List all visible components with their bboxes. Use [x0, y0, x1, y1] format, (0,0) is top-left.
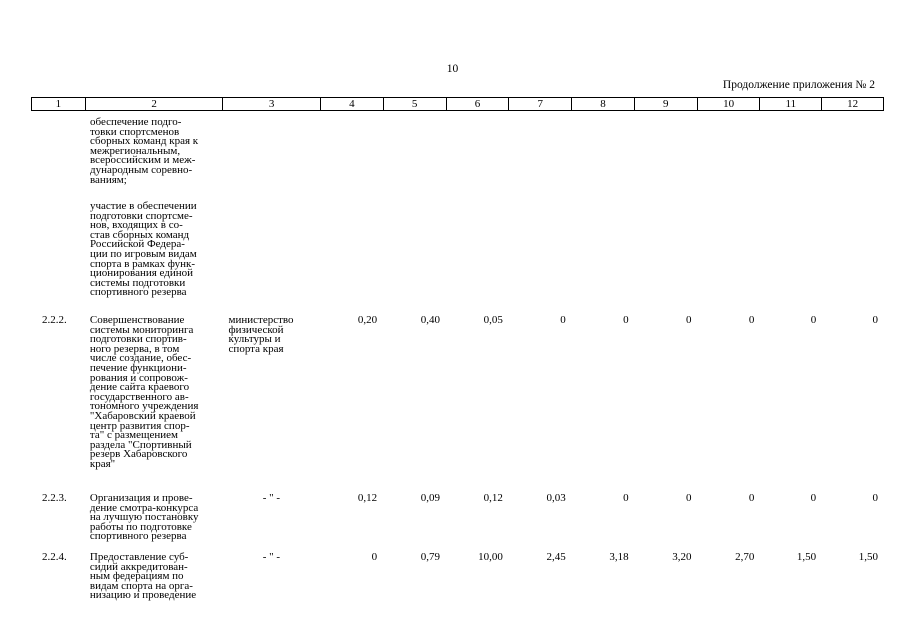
row-value-col-9: 0: [685, 492, 692, 504]
row-value-col-7: 0: [560, 314, 566, 326]
row-value-col-10: 0: [748, 314, 755, 326]
header-col-3: 3: [223, 98, 321, 110]
row-executor: министерство физической культуры и спорта края: [228, 314, 294, 355]
row-number: 2.2.2.: [42, 314, 67, 326]
header-col-12: 12: [822, 98, 884, 110]
row-description: участие в обеспечении подготовки спортсме- нов, входящих в со- став сборных команд Российской Федера- ции по игровым видам спорта в рамках функ- ционирования единой системы подготовки спортивного резерва: [90, 200, 197, 299]
row-value-col-11: 0: [810, 492, 817, 504]
row-value-col-5: 0,79: [420, 551, 441, 563]
row-executor: - " -: [262, 551, 281, 563]
row-value-col-10: 0: [748, 492, 755, 504]
row-value-col-8: 0: [623, 314, 629, 326]
row-value-col-9: 0: [685, 314, 692, 326]
row-description: Предоставление суб- сидий аккредитован- ным федерациям по видам спорта на орга- низацию и проведение: [89, 551, 197, 602]
row-value-col-4: 0,20: [357, 314, 378, 326]
header-col-5: 5: [384, 98, 447, 110]
row-value-col-8: 3,18: [609, 551, 629, 563]
page-number: 10: [446, 63, 459, 75]
header-col-8: 8: [572, 98, 635, 110]
row-value-col-7: 0,03: [546, 492, 566, 504]
row-executor: - " -: [262, 492, 281, 504]
table-header-row: [31, 97, 884, 111]
row-description: обеспечение подго- товки спортсменов сборных команд края к межрегиональным, всероссийским и меж- дународным соревно- ваниям;: [90, 116, 199, 186]
row-number: [31, 202, 85, 298]
header-col-2: 2: [86, 98, 224, 110]
row-value-col-12: 1,50: [858, 551, 879, 563]
row-number: 2.2.3.: [42, 492, 67, 504]
row-value-col-5: 0,40: [420, 314, 441, 326]
header-col-1: 1: [32, 98, 86, 110]
row-value-col-11: 0: [810, 314, 817, 326]
appendix-label: Продолжение приложения № 2: [722, 79, 875, 91]
row-value-col-6: 0,05: [483, 314, 503, 326]
row-value-col-6: 0,12: [483, 492, 503, 504]
row-executor: [223, 118, 321, 185]
row-value-col-11: 1,50: [796, 551, 817, 563]
header-col-4: 4: [321, 98, 384, 110]
table-row: [31, 494, 884, 542]
row-value-col-12: 0: [872, 492, 879, 504]
header-col-11: 11: [760, 98, 822, 110]
row-value-col-8: 0: [623, 492, 629, 504]
row-number: [31, 118, 85, 185]
row-value-col-12: 0: [872, 314, 879, 326]
table-row: [31, 553, 884, 601]
header-col-7: 7: [509, 98, 572, 110]
row-value-col-7: 2,45: [546, 551, 566, 563]
row-value-col-6: 10,00: [478, 551, 503, 563]
row-value-col-10: 2,70: [735, 551, 755, 563]
row-number: 2.2.4.: [42, 551, 67, 563]
header-col-6: 6: [447, 98, 510, 110]
row-value-col-4: 0,12: [357, 492, 378, 504]
row-description: Совершенствование системы мониторинга подготовки спортив- ного резерва, в том числе создание, обес- печение функциони- рования и сопровож- дение сайта краевого государственного ав- тономного учреждения "Хабаровский краевой центр развития спор- та" с размещением раздела "Спортивный резерв Хабаровского края": [89, 314, 199, 470]
header-col-10: 10: [698, 98, 761, 110]
table-row: [31, 202, 884, 298]
table-row: [31, 316, 884, 470]
row-value-col-5: 0,09: [420, 492, 441, 504]
table-row: [31, 118, 884, 185]
row-executor: [223, 202, 321, 298]
row-value-col-4: 0: [371, 551, 378, 563]
row-value-col-9: 3,20: [672, 551, 692, 563]
header-col-9: 9: [635, 98, 698, 110]
row-description: Организация и прове- дение смотра-конкурса на лучшую постановку работы по подготовке спортивного резерва: [89, 492, 199, 543]
